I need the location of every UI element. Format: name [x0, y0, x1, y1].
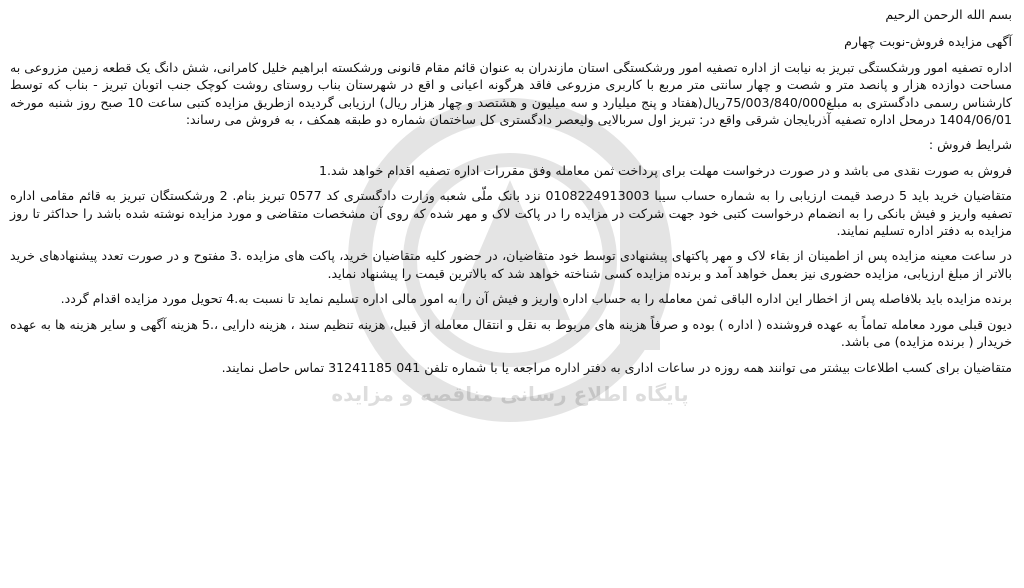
- contact-footer: متقاضیان برای کسب اطلاعات بیشتر می توانند همه روزه در ساعات اداری به دفتر اداره مراجعه یا با شماره تلفن 041 31241185 تماس حاصل نمایند.: [221, 359, 1012, 375]
- notice-title: آگهی مزایده فروش-نوبت چهارم: [844, 34, 1012, 50]
- conditions-heading: شرایط فروش :: [928, 137, 1012, 153]
- condition-item-1: فروش به صورت نقدی می باشد و در صورت درخواست مهلت برای پرداخت ثمن معامله وفق مقررات اداره تصفیه اقدام خواهد شد.1: [319, 162, 1012, 178]
- intro-paragraph: اداره تصفیه امور ورشکستگی تبریز به نیابت از اداره تصفیه امور ورشکستگی استان مازندران به عنوان قائم مقام قانونی ورشکسته ابراهیم خلیل کامرانی، شش دانگ یک قطعه زمین مزروعی به مساحت دوازده هزار و پانصد متر و شصت و چهار سانتی متر مربع با کاربری مزروعی فاقد هرگونه اعیانی و اقع در شهرستان بناب روستای روشت کوچک جنب اتوبان تبریز - بناب که توسط کارشناس رسمی دادگستری به مبلغ75/003/840/000ریال(هفتاد و پنج میلیارد و سه میلیون و هشتصد و چهار هزار ریال) ارزیابی گردیده ازطریق مزایده کتبی ساعت 10 صبح روز شنبه مورخه 1404/06/01 درمحل اداره تصفیه آذربایجان شرقی واقع در: تبریز اول سربالایی ولیعصر دادگستری کل ساختمان شماره دو طبقه همکف ، به فروش می رساند:: [10, 59, 1012, 128]
- condition-item-2: متقاضیان خرید باید 5 درصد قیمت ارزیابی را به شماره حساب سیبا 0108224913003 نزد بانک ملّی شعبه وزارت دادگستری کد 0577 تبریز بنام. 2 ورشکستگان تبریز به قائم مقامی اداره تصفیه واریز و فیش بانکی را به انضمام درخواست کتبی خود جهت شرکت در مزایده را در پاکت لاک و مهر شده که روی آن مشخصات متقاضی و مورد مزایده نوشته شده باشد را حداکثر تا روز مزایده به دفتر اداره تسلیم نمایند.: [10, 188, 1012, 239]
- condition-item-3: در ساعت معینه مزایده پس از اطمینان از بقاء لاک و مهر پاکتهای پیشنهادی توسط خود متقاضیان، در حضور کلیه متقاضیان خرید، پاکت های مزایده .3 مفتوح و در صورت تعدد پیشنهادهای خرید بالاتر از مبلغ ارزیابی، مزایده حضوری نیز بعمل خواهد آمد و برنده مزایده کسی شناخته خواهد شد که بالاترین قیمت را پیشنهاد نماید.: [10, 248, 1012, 281]
- bismillah: بسم الله الرحمن الرحیم: [885, 7, 1012, 22]
- condition-item-4: برنده مزایده باید بلافاصله پس از اخطار این اداره الباقی ثمن معامله را به حساب اداره واریز و فیش آن را به امور مالی اداره تسلیم نماید تا نسبت به.4 تحویل مورد مزایده اقدام گردد.: [60, 291, 1012, 307]
- condition-item-5: دیون قبلی مورد معامله تماماً به عهده فروشنده ( اداره ) بوده و صرفاً هزینه های مربوط به نقل و انتقال معامله از قبیل، هزینه تنظیم سند ، هزینه دارایی ،.5 هزینه آگهی و سایر هزینه ها به عهده خریدار ( برنده مزایده) می باشد.: [10, 316, 1012, 350]
- watermark-text: پایگاه اطلاع رسانی مناقصه و مزایده: [331, 382, 689, 406]
